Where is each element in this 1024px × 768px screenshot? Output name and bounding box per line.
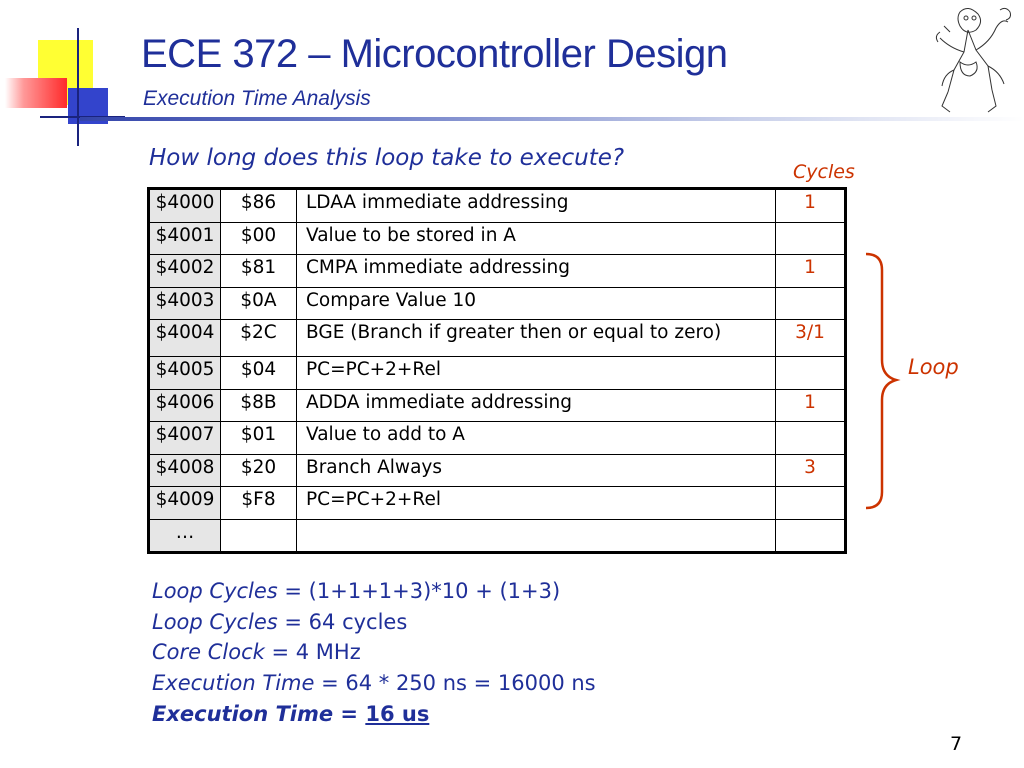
- opcode-cell: $81: [221, 255, 297, 288]
- title-rule: [80, 117, 1024, 121]
- calc-line: [152, 637, 596, 668]
- table-row: [149, 519, 846, 553]
- cycles-cell: 3/1: [776, 320, 846, 357]
- cycles-cell: [776, 519, 846, 553]
- address-cell: $4006: [149, 389, 221, 422]
- description-cell: ADDA immediate addressing: [297, 389, 776, 422]
- sketch-figure-logo: [930, 2, 1015, 117]
- description-cell: CMPA immediate addressing: [297, 255, 776, 288]
- calc-line: [152, 576, 596, 607]
- address-cell: …: [149, 519, 221, 553]
- opcode-cell: $01: [221, 422, 297, 455]
- table-row: [149, 189, 846, 223]
- table-row: [149, 320, 846, 357]
- table-row: [149, 487, 846, 520]
- instruction-table: [147, 187, 847, 554]
- calc-label: Loop Cycles: [152, 579, 278, 603]
- address-cell: $4000: [149, 189, 221, 223]
- opcode-cell: $86: [221, 189, 297, 223]
- slide-subtitle: Execution Time Analysis: [143, 87, 371, 110]
- cycles-column-label: Cycles: [793, 161, 855, 183]
- table-row: [149, 255, 846, 288]
- cycles-cell: [776, 487, 846, 520]
- loop-brace: [862, 252, 902, 512]
- calc-label: Execution Time: [152, 671, 315, 696]
- address-cell: $4004: [149, 320, 221, 357]
- table-row: [149, 222, 846, 255]
- opcode-cell: $8B: [221, 389, 297, 422]
- address-cell: $4005: [149, 357, 221, 390]
- description-cell: Compare Value 10: [297, 287, 776, 320]
- calc-result-label: Execution Time =: [152, 701, 366, 726]
- description-cell: PC=PC+2+Rel: [297, 487, 776, 520]
- cycles-cell: 3: [776, 454, 846, 487]
- address-cell: $4009: [149, 487, 221, 520]
- cycles-cell: 1: [776, 389, 846, 422]
- opcode-cell: $0A: [221, 287, 297, 320]
- opcode-cell: [221, 519, 297, 553]
- calc-value: = 4 MHz: [264, 640, 361, 665]
- loop-label: Loop: [908, 355, 959, 379]
- opcode-cell: $00: [221, 222, 297, 255]
- address-cell: $4008: [149, 454, 221, 487]
- cycles-cell: [776, 422, 846, 455]
- description-cell: Value to add to A: [297, 422, 776, 455]
- calc-result-value: 16 us: [365, 701, 430, 726]
- opcode-cell: $2C: [221, 320, 297, 357]
- description-cell: PC=PC+2+Rel: [297, 357, 776, 390]
- table-row: [149, 454, 846, 487]
- table-row: [149, 287, 846, 320]
- address-cell: $4007: [149, 422, 221, 455]
- calc-value: = (1+1+1+3)*10 + (1+3): [277, 579, 561, 603]
- calculation-block: [152, 576, 596, 730]
- description-cell: LDAA immediate addressing: [297, 189, 776, 223]
- cycles-cell: 1: [776, 189, 846, 223]
- cycles-cell: 1: [776, 255, 846, 288]
- calc-value: = 64 cycles: [277, 609, 408, 634]
- cycles-cell: [776, 357, 846, 390]
- calc-line: [152, 607, 596, 638]
- calc-line: [152, 668, 596, 699]
- opcode-cell: $20: [221, 454, 297, 487]
- calc-label: Loop Cycles: [152, 609, 278, 634]
- corner-decoration: [0, 0, 140, 150]
- cycles-cell: [776, 287, 846, 320]
- description-cell: Value to be stored in A: [297, 222, 776, 255]
- slide-number: 7: [950, 733, 963, 755]
- loop-question: How long does this loop take to execute?: [149, 145, 625, 171]
- table-row: [149, 389, 846, 422]
- table-row: [149, 422, 846, 455]
- opcode-cell: $F8: [221, 487, 297, 520]
- address-cell: $4002: [149, 255, 221, 288]
- address-cell: $4003: [149, 287, 221, 320]
- calc-result-line: [152, 699, 596, 730]
- slide-title: ECE 372 – Microcontroller Design: [141, 32, 728, 76]
- cycles-cell: [776, 222, 846, 255]
- description-cell: [297, 519, 776, 553]
- calc-value: = 64 * 250 ns = 16000 ns: [314, 671, 596, 696]
- description-cell: BGE (Branch if greater then or equal to zero): [297, 320, 776, 357]
- table-row: [149, 357, 846, 390]
- address-cell: $4001: [149, 222, 221, 255]
- calc-label: Core Clock: [152, 640, 265, 665]
- description-cell: Branch Always: [297, 454, 776, 487]
- opcode-cell: $04: [221, 357, 297, 390]
